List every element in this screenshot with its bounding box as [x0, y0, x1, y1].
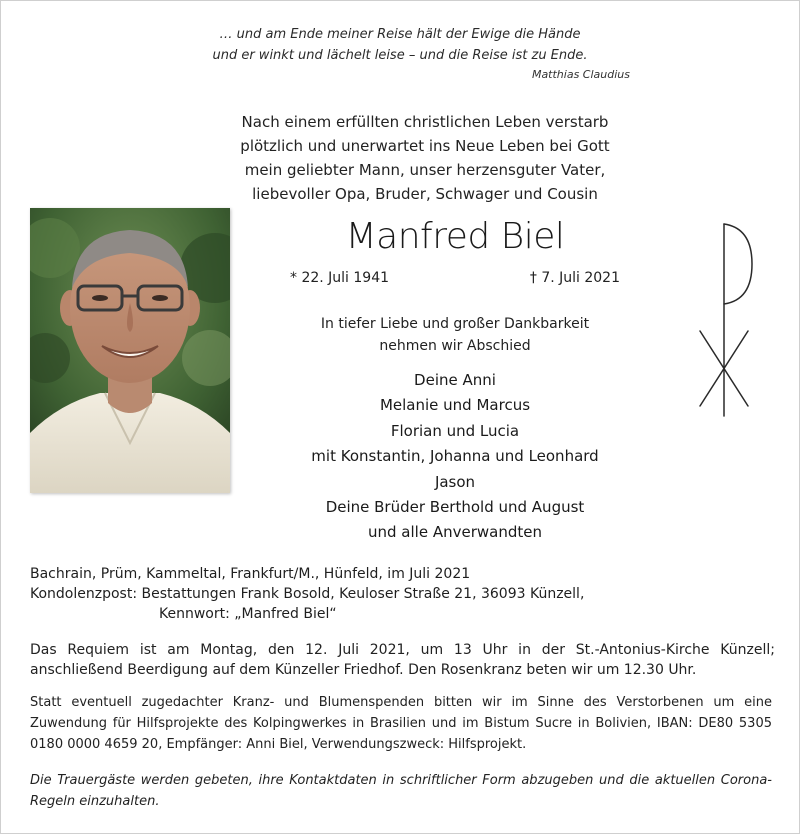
intro-line: liebevoller Opa, Bruder, Schwager und Cousin [252, 185, 598, 203]
condolence-line: Kondolenzpost: Bestattungen Frank Bosold, Keuloser Straße 21, 36093 Künzell, [30, 586, 585, 602]
family-member: Deine Brüder Berthold und August [325, 498, 585, 517]
birth-date: * 22. Juli 1941 [290, 270, 390, 286]
donation-text: Statt eventuell zugedachter Kranz- und Blumenspenden bitten wir im Sinne des Verstorbenen um eine Zuwendung für Hilfsprojekte des Kolpingwerkes in Brasilien und im Bistum Sucre in Bolivien, IBAN: DE80 5305 0180 0000 4659 20, Empfänger: Anni Biel, Verwendungszweck: Hilfsprojekt. [30, 695, 772, 752]
farewell-line: nehmen wir Abschied [379, 338, 531, 354]
family-member: Jason [434, 472, 476, 491]
family-member: Florian und Lucia [390, 421, 520, 440]
deceased-name: Manfred Biel [345, 216, 565, 257]
quote-line-2: und er winkt und lächelt leise – und die Reise ist zu Ende. [212, 48, 588, 63]
intro-line: plötzlich und unerwartet ins Neue Leben bei Gott [240, 137, 610, 155]
farewell-text [260, 313, 650, 357]
family-list [250, 368, 660, 546]
farewell-line: In tiefer Liebe und großer Dankbarkeit [320, 316, 590, 332]
death-date: † 7. Juli 2021 [529, 270, 620, 286]
intro-text [200, 110, 650, 206]
places-line: Bachrain, Prüm, Kammeltal, Frankfurt/M., Hünfeld, im Juli 2021 [30, 566, 471, 582]
family-member: und alle Anverwandten [368, 523, 542, 542]
intro-line: Nach einem erfüllten christlichen Leben verstarb [241, 113, 609, 131]
family-member: Deine Anni [414, 371, 496, 389]
intro-line: mein geliebter Mann, unser herzensguter Vater, [244, 161, 606, 179]
chi-rho-icon [690, 216, 770, 426]
info-block [30, 564, 770, 624]
family-member: Melanie und Marcus [379, 396, 531, 415]
quote-line-1: … und am Ende meiner Reise hält der Ewige die Hände [219, 27, 581, 42]
requiem-text: Das Requiem ist am Montag, den 12. Juli 2021, um 13 Uhr in der St.-Antonius-Kirche Künzell; anschließend Beerdigung auf dem Künzeller Friedhof. Den Rosenkranz beten wir um 12.30 Uhr. [30, 642, 775, 678]
quote-author: Matthias Claudius [531, 68, 630, 81]
family-member: mit Konstantin, Johanna und Leonhard [311, 447, 599, 466]
portrait-photo [30, 208, 230, 493]
quote [150, 24, 650, 66]
keyword-line: Kennwort: „Manfred Biel“ [159, 606, 337, 622]
corona-notice: Die Trauergäste werden gebeten, ihre Kontaktdaten in schriftlicher Form abzugeben und die aktuellen Corona-Regeln einzuhalten. [30, 773, 772, 809]
